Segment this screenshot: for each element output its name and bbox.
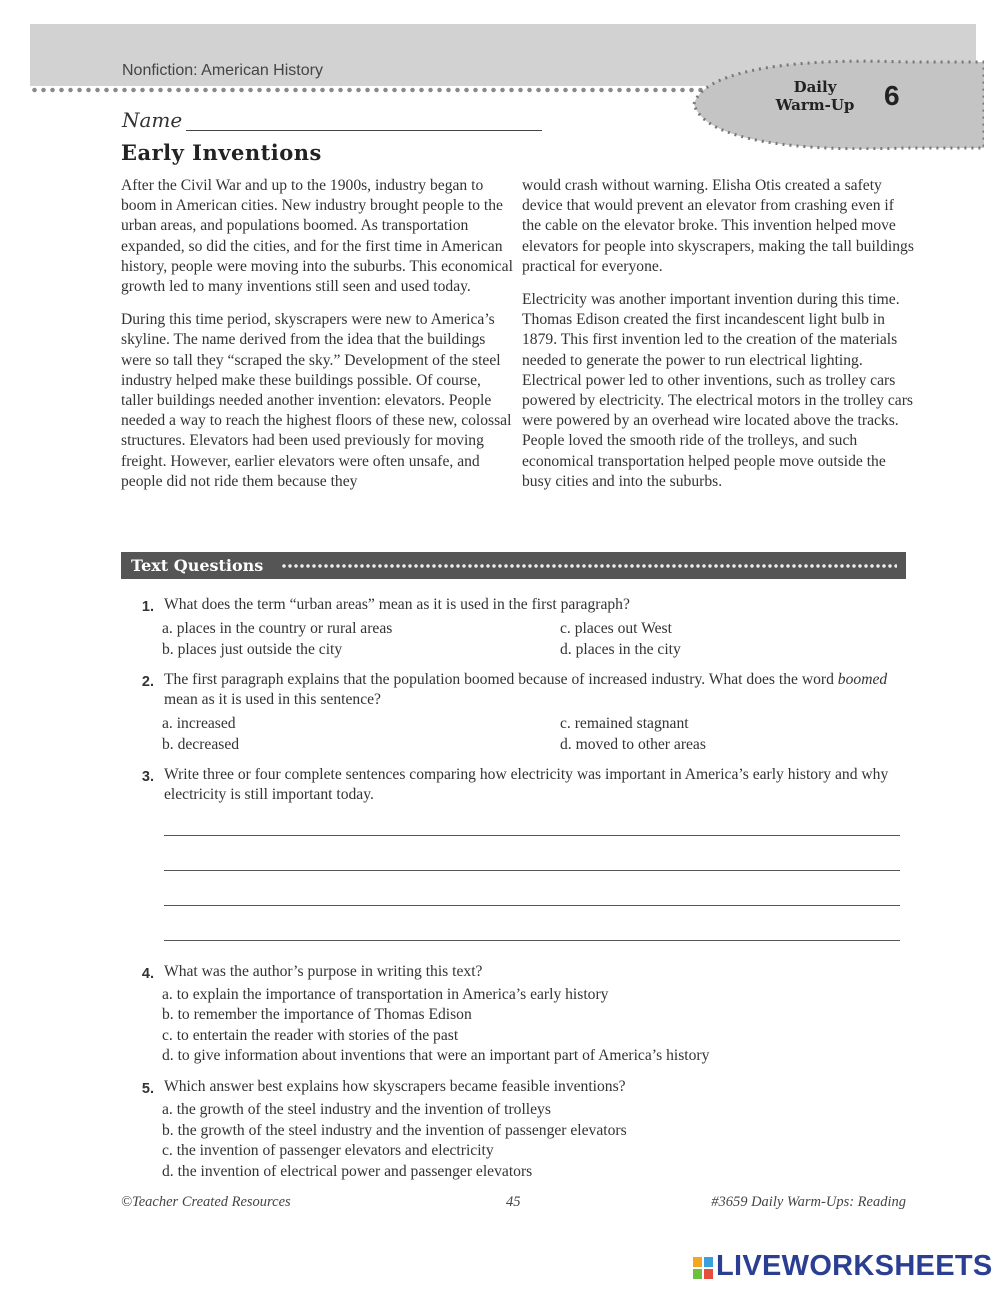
question-number: 3. bbox=[141, 769, 154, 785]
emphasized-word: boomed bbox=[837, 671, 888, 688]
paragraph: would crash without warning. Elisha Otis created a safety device that would prevent an elevator from crashing even if the cable on the elevator broke. This invention helped move elevators for people into skyscrapers, making the tall buildings practical for everyone. bbox=[522, 177, 914, 275]
answer-option[interactable]: b. the growth of the steel industry and the invention of passenger elevators bbox=[162, 1122, 627, 1139]
footer-page-number: 45 bbox=[506, 1194, 521, 1210]
paragraph: Electricity was another important invention during this time. Thomas Edison created the first incandescent light bulb in 1879. This first invention led to the creation of the materials needed to generate the power to run electrical lighting. Electrical power led to other inventions, such as trolley cars powered by electricity. The electrical motors in the trolley cars were powered by an overhead wire located above the tracks. People loved the smooth ride of the trolleys, and such economical transportation helped people move outside the busy cities and into the suburbs. bbox=[522, 291, 913, 490]
answer-option[interactable]: b. decreased bbox=[162, 736, 240, 753]
passage-right-column bbox=[522, 176, 914, 505]
badge-label: Daily Warm-Up bbox=[775, 78, 855, 114]
answer-option[interactable]: d. to give information about inventions that were an important part of America’s history bbox=[162, 1047, 710, 1064]
question-number: 1. bbox=[141, 599, 154, 615]
answer-option[interactable]: c. places out West bbox=[560, 620, 672, 637]
answer-line[interactable] bbox=[164, 835, 900, 836]
answer-option[interactable]: a. places in the country or rural areas bbox=[162, 620, 393, 637]
text-questions-heading: Text Questions bbox=[131, 556, 264, 575]
answer-option[interactable]: c. remained stagnant bbox=[560, 715, 689, 732]
text-questions-bar bbox=[121, 552, 906, 579]
name-field[interactable] bbox=[186, 130, 542, 131]
question-number: 2. bbox=[141, 674, 154, 690]
answer-option[interactable]: d. the invention of electrical power and passenger elevators bbox=[162, 1163, 533, 1180]
answer-option[interactable]: b. to remember the importance of Thomas Edison bbox=[162, 1006, 472, 1023]
answer-option[interactable]: c. the invention of passenger elevators and electricity bbox=[162, 1142, 494, 1159]
answer-option[interactable]: d. moved to other areas bbox=[560, 736, 706, 753]
answer-line[interactable] bbox=[164, 870, 900, 871]
page-title: Early Inventions bbox=[121, 140, 322, 165]
category-label: Nonfiction: American History bbox=[122, 62, 323, 79]
question-text: Write three or four complete sentences comparing how electricity was important in America’s early history and why electricity is still important today. bbox=[164, 766, 889, 804]
answer-option[interactable]: a. the growth of the steel industry and the invention of trolleys bbox=[162, 1101, 551, 1118]
paragraph: After the Civil War and up to the 1900s, industry began to boom in American cities. New industry brought people to the urban areas, and populations boomed. As transportation expanded, so did the cities, and for the first time in American history, people were moving into the suburbs. This economical growth led to many inventions still seen and used today. bbox=[121, 177, 513, 296]
question-text: What was the author’s purpose in writing this text? bbox=[164, 963, 483, 980]
passage-left-column bbox=[121, 176, 513, 505]
answer-option[interactable]: b. places just outside the city bbox=[162, 641, 343, 658]
liveworksheets-wordmark: LIVEWORKSHEETS bbox=[716, 1250, 993, 1282]
answer-option[interactable]: a. to explain the importance of transportation in America’s early history bbox=[162, 986, 609, 1003]
question-text: The first paragraph explains that the population boomed because of increased industry. What does the word boomed mean as it is used in this sentence? bbox=[164, 671, 888, 709]
header-dotted-rule bbox=[30, 86, 730, 94]
question-text: Which answer best explains how skyscrapers became feasible inventions? bbox=[164, 1078, 626, 1095]
footer-publisher: ©Teacher Created Resources bbox=[121, 1194, 291, 1210]
paragraph: During this time period, skyscrapers were new to America’s skyline. The name derived from the idea that the buildings were so tall they “scraped the sky.” Development of the steel industry helped make these buildings possible. Of course, taller buildings needed another invention: elevators. People needed a way to reach the highest floors of these new, colossal structures. Elevators had been used previously for moving freight. However, earlier elevators were often unsafe, and people did not ride them because they bbox=[121, 311, 512, 490]
question-text: What does the term “urban areas” mean as it is used in the first paragraph? bbox=[164, 596, 630, 613]
answer-option[interactable]: c. to entertain the reader with stories of the past bbox=[162, 1027, 459, 1044]
name-label: Name bbox=[122, 108, 183, 132]
footer-book-title: #3659 Daily Warm-Ups: Reading bbox=[711, 1194, 906, 1210]
liveworksheets-logo-icon bbox=[693, 1257, 713, 1279]
answer-option[interactable]: a. increased bbox=[162, 715, 236, 732]
heading-dotted-rule bbox=[281, 563, 897, 569]
warm-up-number: 6 bbox=[884, 80, 900, 111]
question-number: 4. bbox=[141, 966, 154, 982]
answer-line[interactable] bbox=[164, 905, 900, 906]
question-number: 5. bbox=[141, 1081, 154, 1097]
answer-line[interactable] bbox=[164, 940, 900, 941]
answer-option[interactable]: d. places in the city bbox=[560, 641, 681, 658]
